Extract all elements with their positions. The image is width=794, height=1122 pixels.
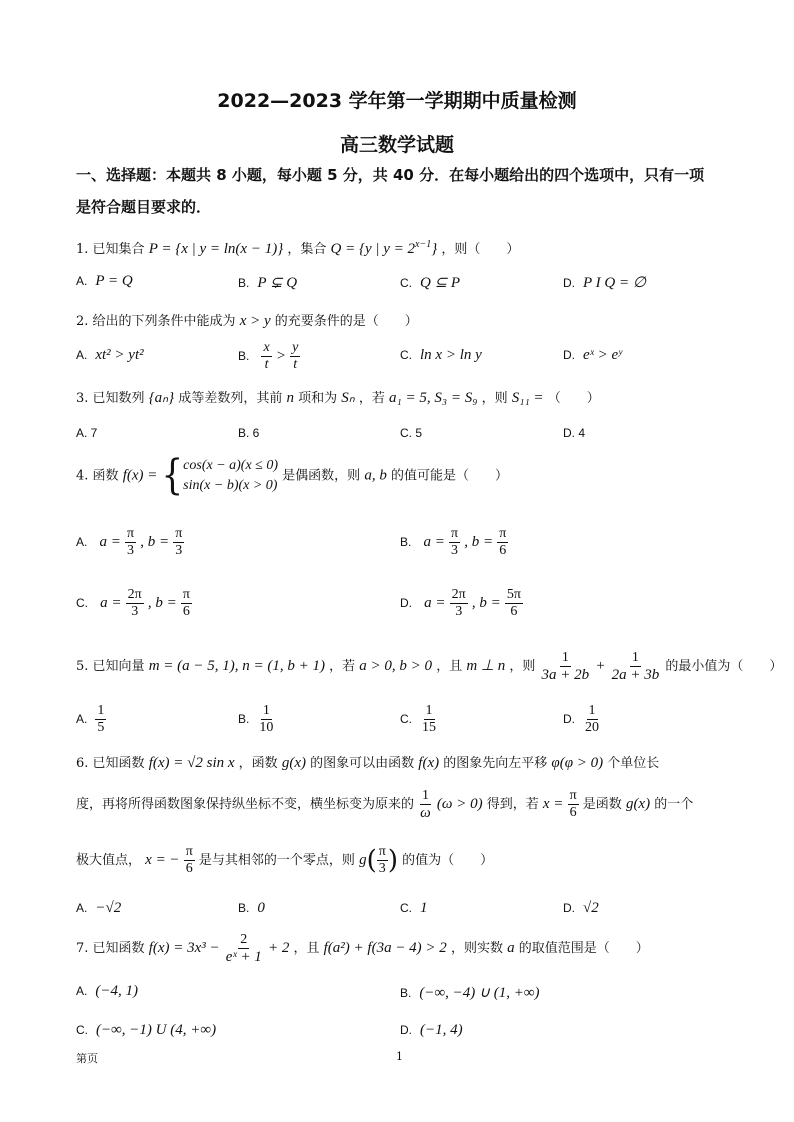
q6-l2d: 的一个 (654, 797, 694, 812)
q4-d-pre: a = (424, 595, 446, 611)
question-1 (76, 238, 519, 258)
q6-c-text: 1 (420, 900, 428, 916)
q5-c-den: 15 (422, 720, 436, 735)
q1-set-p: P = {x | y = ln(x − 1)} (148, 241, 284, 257)
q1-option-d-label: D. (563, 276, 575, 290)
footer-label: 第页 (76, 1052, 98, 1065)
q3-stem-e: ，则 (481, 391, 508, 406)
q1-option-b-label: B. (238, 276, 250, 290)
q5-b-den: 10 (259, 720, 274, 735)
q4-a-d1: 3 (127, 543, 135, 558)
q3-option-a: A. 7 (76, 426, 98, 440)
q5-stem-b: ，若 (329, 659, 356, 674)
question-4 (76, 452, 508, 500)
q6-g: g(x) (281, 755, 306, 771)
q5-stem-e: 的最小值为（ ） (665, 659, 783, 674)
q4-b-frac1 (449, 526, 460, 559)
q6-omega-den: ω (420, 805, 431, 821)
question-2 (76, 310, 418, 330)
q7-a: a (507, 940, 515, 956)
q6-f: f(x) = √2 sin x (148, 755, 235, 771)
q5-a-num: 1 (97, 703, 105, 718)
q4-b-d1: 3 (451, 543, 459, 558)
q4-a-frac1 (125, 526, 136, 559)
q4-b-label: B. (400, 535, 412, 549)
q4-case-2: sin(x − b)(x > 0) (183, 478, 278, 493)
q6-l1b: ，函数 (238, 756, 278, 771)
q3-stem-d: ，若 (358, 391, 385, 406)
q5-b-num: 1 (262, 703, 270, 718)
q6-x2: x = − (145, 852, 180, 868)
q6-l1e: 个单位长 (607, 756, 660, 771)
q7-option-d (400, 1022, 463, 1039)
q4-c-d1: 3 (131, 604, 139, 619)
q6-l1a: 6. 已知函数 (76, 756, 145, 771)
q7-stem-b: ，且 (293, 941, 320, 956)
q4-a-d2: 3 (175, 543, 183, 558)
q4-option-a (76, 526, 184, 559)
q2-option-b-frac2 (290, 340, 300, 373)
q3-stem: 3. 已知数列 (76, 391, 145, 406)
q6-x2-num: π (185, 844, 193, 859)
q3-sn: Sₙ (341, 390, 355, 406)
q6-l3b: 是与其相邻的一个零点，则 (198, 853, 355, 868)
page-number: 1 (396, 1050, 403, 1063)
question-5 (76, 650, 782, 683)
q2-condition: x > y (239, 313, 271, 329)
q3-stem-b: 成等差数列，其前 (178, 391, 283, 406)
q6-option-d (563, 900, 599, 917)
q3-n: n (286, 390, 294, 406)
q6-l2b: 得到，若 (486, 797, 539, 812)
q2-option-a-text: xt² > yt² (95, 347, 144, 363)
question-6-line1 (76, 752, 659, 772)
q6-paren-close: ) (387, 845, 398, 876)
q6-x-num: π (569, 788, 577, 803)
q1-set-q-exp: x−1 (415, 239, 432, 250)
q2-b-den2: t (293, 357, 298, 372)
q4-b-d2: 6 (499, 543, 507, 558)
q7-c-text: (−∞, −1) U (4, +∞) (96, 1022, 217, 1038)
q4-b-mid: , b = (464, 534, 494, 550)
q4-d-d2: 6 (510, 604, 518, 619)
q5-option-c (400, 703, 438, 736)
q5-option-a (76, 703, 106, 736)
q4-c-mid: , b = (147, 595, 177, 611)
q7-b-label: B. (400, 986, 412, 1000)
q6-x: x = (542, 796, 564, 812)
q6-omega-cond: (ω > 0) (436, 796, 483, 812)
q7-a-text: (−4, 1) (95, 983, 138, 999)
q4-d-frac1 (450, 587, 468, 620)
q4-a-frac2 (173, 526, 184, 559)
q7-option-b (400, 983, 540, 1002)
q4-a-n1: π (127, 526, 135, 541)
q5-condition: a > 0, b > 0 (359, 658, 433, 674)
q4-a-label: A. (76, 535, 88, 549)
q7-a-label: A. (76, 984, 88, 998)
q7-d-label: D. (400, 1023, 412, 1037)
q6-l2a: 度，再将所得函数图象保持纵坐标不变，横坐标变为原来的 (76, 797, 415, 812)
q6-x2-frac (184, 844, 195, 877)
q4-option-b (400, 526, 508, 559)
q5-f2-num: 1 (631, 650, 639, 665)
q5-option-b (238, 703, 275, 736)
q4-cases (183, 456, 278, 496)
question-6-line3 (76, 844, 493, 877)
q7-stem: 7. 已知函数 (76, 941, 145, 956)
q4-a-n2: π (175, 526, 183, 541)
q6-g3: g (359, 852, 367, 868)
q5-stem-c: ，且 (436, 659, 463, 674)
q5-d-label: D. (563, 712, 575, 726)
q5-frac2 (610, 650, 662, 683)
q2-option-c-text: ln x > ln y (420, 347, 482, 363)
q3-stem-f: （ ） (547, 391, 600, 406)
q6-a-label: A. (76, 901, 88, 915)
q4-stem-c: 的值可能是（ ） (390, 468, 508, 484)
q7-frac (224, 932, 264, 965)
q7-stem-d: 的取值范围是（ ） (518, 941, 649, 956)
q4-d-d1: 3 (455, 604, 463, 619)
q4-case-1: cos(x − a)(x ≤ 0) (183, 458, 279, 473)
q6-x2-den: 6 (185, 861, 193, 876)
q6-g2: g(x) (625, 796, 651, 812)
q5-a-den: 5 (97, 720, 105, 735)
q5-d-frac (583, 703, 601, 736)
q6-omega-frac (418, 788, 433, 821)
q2-option-a (76, 347, 144, 364)
q2-option-b-frac1 (261, 340, 271, 373)
q4-stem-b: 是偶函数，则 (282, 468, 361, 484)
q6-f2: f(x) (418, 755, 440, 771)
q1-set-q-end: } (431, 241, 438, 257)
document-title: 2022—2023 学年第一学期期中质量检测 (217, 90, 577, 112)
q2-option-d-label: D. (563, 348, 575, 362)
q1-option-c (400, 273, 460, 292)
q3-stem-c: 项和为 (298, 391, 338, 406)
q4-a-pre: a = (99, 534, 121, 550)
q4-c-label: C. (76, 596, 88, 610)
q7-option-c (76, 1022, 216, 1039)
q2-option-c (400, 347, 482, 364)
q4-b-n1: π (451, 526, 459, 541)
q4-c-d2: 6 (182, 604, 190, 619)
q4-b-pre: a = (423, 534, 445, 550)
q1-stem-c: ，则（ ） (441, 242, 520, 257)
q5-stem-d: ，则 (509, 659, 536, 674)
document-subtitle: 高三数学试题 (339, 134, 454, 156)
q7-fx-b: + 2 (267, 940, 290, 956)
q4-ab: a, b (364, 467, 387, 484)
q6-paren-open: ( (366, 845, 377, 876)
q4-d-frac2 (505, 587, 523, 620)
q6-g-num: π (378, 844, 386, 859)
q4-c-pre: a = (100, 595, 122, 611)
q2-option-c-label: C. (400, 348, 412, 362)
q2-b-num2: y (292, 340, 299, 355)
q3-target: S₁₁ = (511, 390, 544, 406)
q1-option-b (238, 273, 297, 292)
q1-option-a-text: P = Q (95, 273, 133, 289)
q6-x-den: 6 (569, 805, 577, 820)
q6-b-label: B. (238, 901, 250, 915)
q1-option-b-text: P ⊊ Q (257, 275, 298, 291)
q1-stem: 1. 已知集合 (76, 242, 145, 257)
q4-option-c (76, 587, 192, 620)
q2-option-b-label: B. (238, 349, 250, 363)
q6-option-c (400, 900, 428, 917)
q2-b-gt: > (275, 348, 286, 364)
q4-option-d (400, 587, 523, 620)
q6-l1d: 的图象先向左平移 (443, 756, 548, 771)
q5-c-frac (420, 703, 438, 736)
q2-option-b (238, 340, 300, 373)
q6-g-frac (377, 844, 388, 877)
q7-num: 2 (240, 932, 248, 947)
q6-l1c: 的图象可以由函数 (310, 756, 415, 771)
q4-c-frac1 (126, 587, 144, 620)
q6-l3c: 的值为（ ） (402, 853, 494, 868)
q2-b-num1: x (263, 340, 270, 355)
q4-c-frac2 (181, 587, 192, 620)
q5-option-d (563, 703, 601, 736)
q7-den: eˣ + 1 (225, 949, 262, 965)
q4-fx: f(x) = (122, 467, 158, 484)
q5-b-label: B. (238, 712, 250, 726)
q6-c-label: C. (400, 901, 412, 915)
q2-option-d (563, 347, 622, 364)
q3-option-b: B. 6 (238, 426, 260, 440)
q5-stem: 5. 已知向量 (76, 659, 145, 674)
q3-seq: {aₙ} (148, 390, 175, 406)
q1-set-q (331, 241, 438, 257)
q3-condition: a₁ = 5, S₃ = S₉ (389, 390, 478, 406)
q2-stem-b: 的充要条件的是（ ） (274, 314, 418, 329)
q4-b-n2: π (499, 526, 507, 541)
q5-f1-num: 1 (561, 650, 569, 665)
q6-option-b (238, 900, 265, 917)
q1-option-a (76, 273, 133, 290)
q5-a-frac (95, 703, 106, 736)
section-heading-line2: 是符合题目要求的． (76, 198, 212, 216)
q4-a-mid: , b = (140, 534, 170, 550)
q3-option-d: D. 4 (563, 426, 586, 440)
q1-option-a-label: A. (76, 274, 88, 288)
q5-d-den: 20 (585, 720, 599, 735)
q5-frac1 (540, 650, 592, 683)
q6-g-den: 3 (378, 861, 386, 876)
q6-l2c: 是函数 (582, 797, 622, 812)
q5-f2-den: 2a + 3b (611, 667, 660, 683)
q6-d-label: D. (563, 901, 575, 915)
q5-f1-den: 3a + 2b (541, 667, 590, 683)
q5-c-label: C. (400, 712, 412, 726)
q1-stem-b: ，集合 (287, 242, 327, 257)
q4-d-n1: 2π (451, 587, 466, 602)
q6-a-text: −√2 (95, 900, 122, 916)
q6-omega-num: 1 (421, 788, 429, 803)
question-6-line2 (76, 788, 693, 821)
q6-phi: φ(φ > 0) (551, 755, 604, 771)
q4-d-label: D. (400, 596, 412, 610)
q7-option-a (76, 983, 138, 1000)
question-7 (76, 932, 649, 965)
q5-b-frac (257, 703, 275, 736)
q5-perp: m ⊥ n (466, 658, 506, 674)
q1-option-c-text: Q ⊆ P (420, 275, 461, 291)
q5-c-num: 1 (425, 703, 433, 718)
q7-stem-c: ，则实数 (450, 941, 503, 956)
section-heading-line1: 一、选择题：本题共 8 小题，每小题 5 分，共 40 分．在每小题给出的四个选项中，只有一项 (76, 166, 705, 184)
q5-a-label: A. (76, 712, 88, 726)
q5-vectors: m = (a − 5, 1), n = (1, b + 1) (148, 658, 325, 674)
q1-set-q-base: Q = {y | y = 2 (330, 241, 416, 257)
q2-stem: 2. 给出的下列条件中能成为 (76, 314, 236, 329)
q7-fx-a: f(x) = 3x³ − (148, 940, 220, 956)
q4-piecewise (161, 452, 279, 500)
question-3 (76, 387, 600, 407)
q5-d-num: 1 (588, 703, 596, 718)
q6-b-text: 0 (257, 900, 265, 916)
q4-d-n2: 5π (506, 587, 521, 602)
q6-d-text: √2 (583, 900, 599, 916)
q4-b-frac2 (497, 526, 508, 559)
q7-b-text: (−∞, −4) ∪ (1, +∞) (419, 985, 540, 1001)
q1-option-c-label: C. (400, 276, 412, 290)
q4-stem: 4. 函数 (76, 468, 119, 484)
q2-b-den1: t (264, 357, 269, 372)
q6-l3a: 极大值点， (76, 853, 142, 868)
q4-c-n2: π (182, 587, 190, 602)
q2-option-a-label: A. (76, 348, 88, 362)
q6-x-frac (568, 788, 579, 821)
q5-plus: + (595, 658, 606, 674)
q2-option-d-text: eˣ > eʸ (583, 347, 622, 363)
q7-inequality: f(a²) + f(3a − 4) > 2 (323, 940, 447, 956)
q1-option-d-text: P I Q = ∅ (583, 275, 646, 291)
q7-d-text: (−1, 4) (420, 1022, 463, 1038)
q4-brace: { (161, 452, 184, 500)
q3-option-c: C. 5 (400, 426, 423, 440)
q4-c-n1: 2π (127, 587, 142, 602)
q7-c-label: C. (76, 1023, 88, 1037)
q1-option-d (563, 273, 646, 292)
q6-option-a (76, 900, 121, 917)
q4-d-mid: , b = (471, 595, 501, 611)
